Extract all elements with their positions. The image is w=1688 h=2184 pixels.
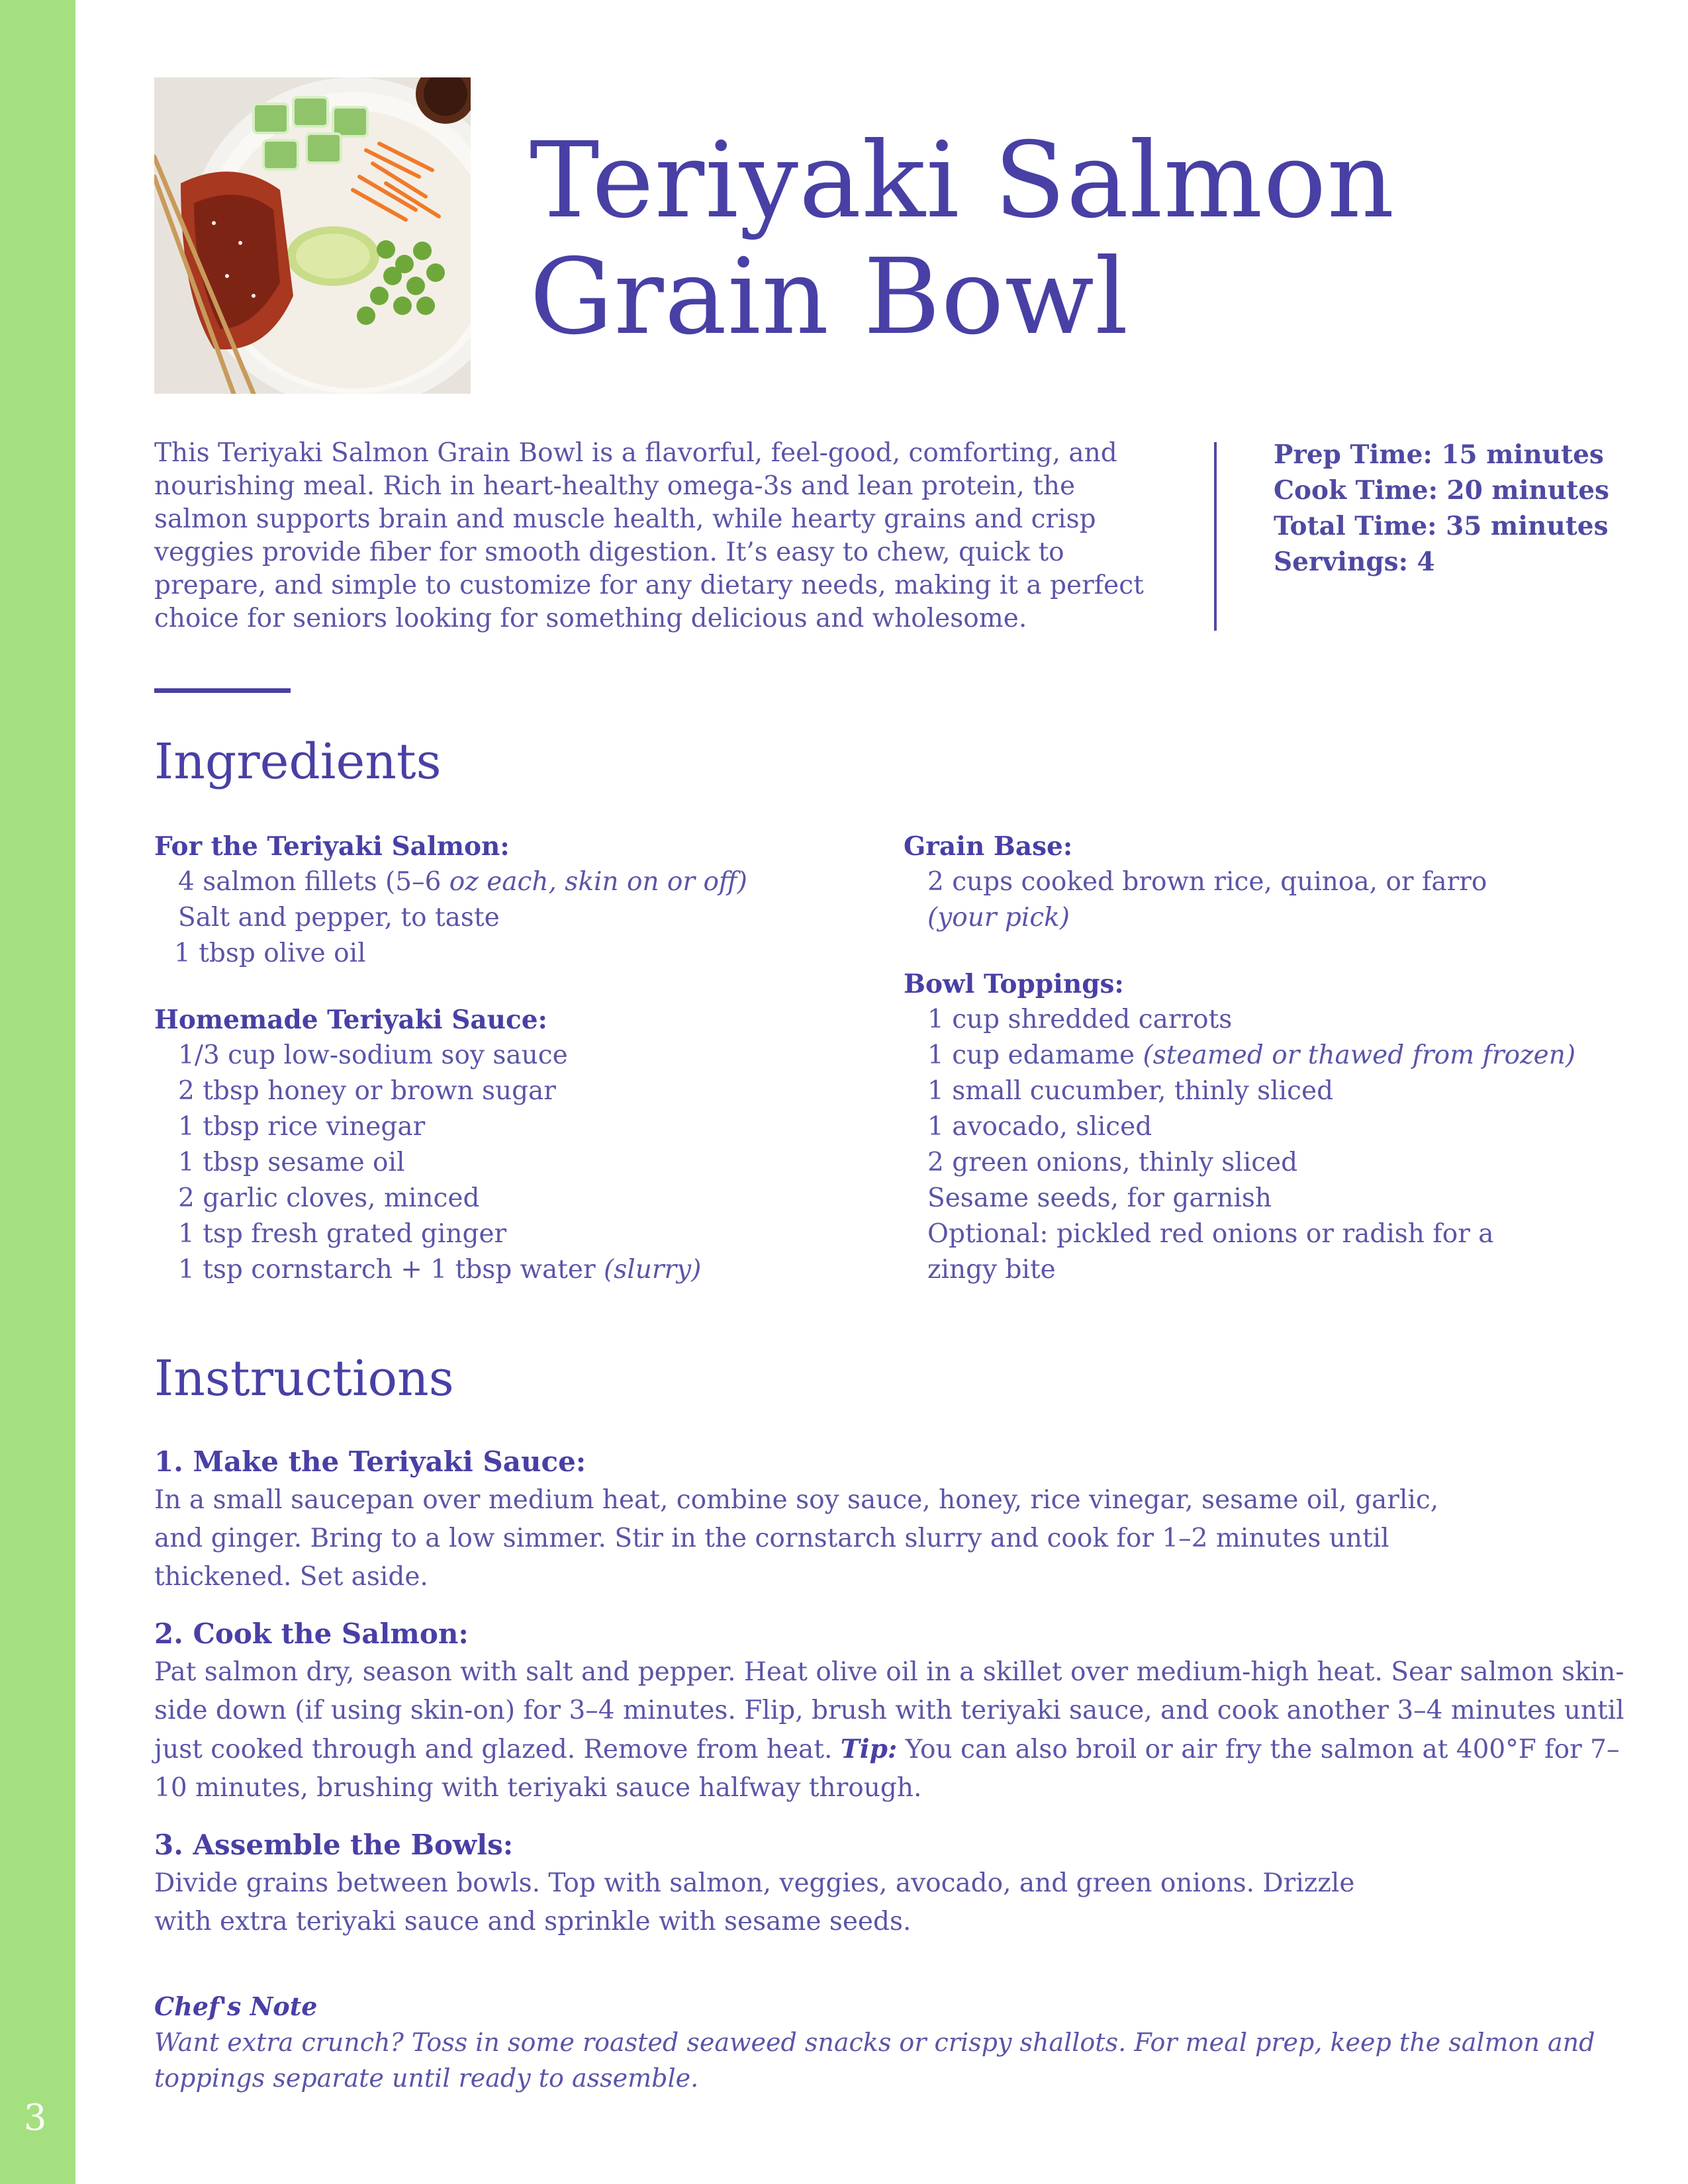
ingredient-item: 2 tbsp honey or brown sugar (178, 1076, 556, 1106)
step-text: Divide grains between bowls. Top with salmon, veggies, avocado, and green onions. Drizzle with extra teriyaki sauce and sprinkle with sesame seeds. (154, 1868, 1355, 1936)
ingredients-heading: Ingredients (154, 733, 442, 790)
step-text-part: Pat salmon dry, season with salt and pepper. Heat olive oil in a skillet over medium-high heat. Sear salmon skin-side down (if using skin-on) for 3–4 minutes. Flip, brush with teriyaki sauce, and cook another 3–4 minutes until just cooked through and glazed. Remove from heat. (154, 1657, 1624, 1764)
step-text: In a small saucepan over medium heat, combine soy sauce, honey, rice vinegar, sesame oil, garlic, and ginger. Bring to a low simmer. Stir in the cornstarch slurry and cook for 1–2 minutes until thickened. Set aside. (154, 1485, 1439, 1592)
ingredient-group-title: Homemade Teriyaki Sauce: (154, 1005, 547, 1035)
ingredient-text: 1 cup edamame (927, 1040, 1143, 1070)
ingredient-item: Optional: pickled red onions or radish for a zingy bite (927, 1219, 1494, 1285)
instruction-steps (154, 1443, 1630, 1960)
ingredient-item: 1 tbsp rice vinegar (178, 1112, 426, 1142)
instruction-step-2 (154, 1615, 1630, 1807)
ingredient-item: 1 tbsp sesame oil (178, 1148, 405, 1177)
instruction-step-3 (154, 1826, 1630, 1941)
ingredient-item (154, 864, 849, 900)
ingredient-item (904, 1038, 1599, 1073)
chefs-note-title: Chef's Note (154, 1991, 318, 2021)
step-title: 2. Cook the Salmon: (154, 1617, 469, 1650)
ingredient-item: 1/3 cup low-sodium soy sauce (178, 1040, 568, 1070)
ingredient-group-salmon (154, 829, 849, 972)
ingredients-left-column (154, 829, 849, 1318)
ingredient-group-title: For the Teriyaki Salmon: (154, 831, 510, 862)
recipe-title (530, 120, 1395, 358)
sidebar-strip (0, 0, 75, 2184)
ingredient-item (904, 900, 1599, 936)
servings: Servings: 4 (1274, 547, 1435, 577)
ingredient-item: 1 avocado, sliced (927, 1112, 1152, 1142)
page-number: 3 (24, 2097, 47, 2138)
recipe-meta (1274, 437, 1609, 580)
ingredient-item: 2 garlic cloves, minced (178, 1183, 480, 1213)
teriyaki-salmon-bowl-photo (154, 77, 471, 394)
step-text (154, 1653, 1630, 1807)
ingredient-item (154, 1252, 849, 1288)
intro-paragraph: This Teriyaki Salmon Grain Bowl is a flavorful, feel-good, comforting, and nourishing meal. Rich in heart-healthy omega-3s and lean protein, the salmon supports brain and muscle health, while hearty grains and crisp veggies provide fiber for smooth digestion. It’s easy to chew, quick to prepare, and simple to customize for any dietary needs, making it a perfect choice for seniors looking for something delicious and wholesome. (154, 438, 1144, 633)
total-time: Total Time: 35 minutes (1274, 511, 1609, 541)
tip-label: Tip: (840, 1734, 898, 1764)
ingredient-item: Sesame seeds, for garnish (927, 1183, 1272, 1213)
recipe-title-line1: Teriyaki Salmon (530, 120, 1395, 242)
ingredient-item: 1 small cucumber, thinly sliced (927, 1076, 1334, 1106)
step-text-part: You can also broil or air fry the salmon at 400°F for 7–10 minutes, brushing with teriyaki sauce halfway through. (154, 1735, 1620, 1803)
ingredient-item: 2 cups cooked brown rice, quinoa, or farro (927, 867, 1487, 897)
ingredient-text: 4 salmon fillets (5–6 (178, 867, 449, 897)
recipe-title-line2: Grain Bowl (530, 236, 1129, 358)
chefs-note (154, 1989, 1611, 2096)
ingredient-item: 1 cup shredded carrots (927, 1005, 1233, 1034)
ingredient-item: Salt and pepper, to taste (178, 903, 500, 933)
ingredient-group-sauce (154, 1002, 849, 1288)
ingredient-group-title: Grain Base: (904, 831, 1073, 862)
step-title: 1. Make the Teriyaki Sauce: (154, 1445, 586, 1478)
ingredient-text: 1 tsp cornstarch + 1 tbsp water (178, 1255, 604, 1285)
prep-time: Prep Time: 15 minutes (1274, 439, 1604, 470)
cook-time: Cook Time: 20 minutes (1274, 475, 1609, 506)
ingredient-group-grain (904, 829, 1599, 936)
ingredient-item: 1 tsp fresh grated ginger (178, 1219, 507, 1249)
ingredient-note: (your pick) (927, 903, 1070, 933)
ingredient-note: (slurry) (604, 1255, 702, 1285)
ingredient-note: (steamed or thawed from frozen) (1143, 1040, 1576, 1070)
section-rule (154, 688, 291, 693)
step-title: 3. Assemble the Bowls: (154, 1829, 514, 1861)
ingredients-right-column (904, 829, 1599, 1318)
vertical-divider (1214, 442, 1217, 631)
ingredient-item: 1 tbsp olive oil (174, 938, 366, 968)
instructions-heading: Instructions (154, 1350, 454, 1407)
ingredient-group-toppings (904, 966, 1599, 1288)
chefs-note-text: Want extra crunch? Toss in some roasted seaweed snacks or crispy shallots. For meal prep, keep the salmon and toppings separate until ready to assemble. (154, 2028, 1595, 2093)
ingredient-group-title: Bowl Toppings: (904, 969, 1124, 999)
instruction-step-1 (154, 1443, 1630, 1596)
ingredient-note: oz each, skin on or off) (449, 867, 747, 897)
ingredient-item: 2 green onions, thinly sliced (927, 1148, 1298, 1177)
